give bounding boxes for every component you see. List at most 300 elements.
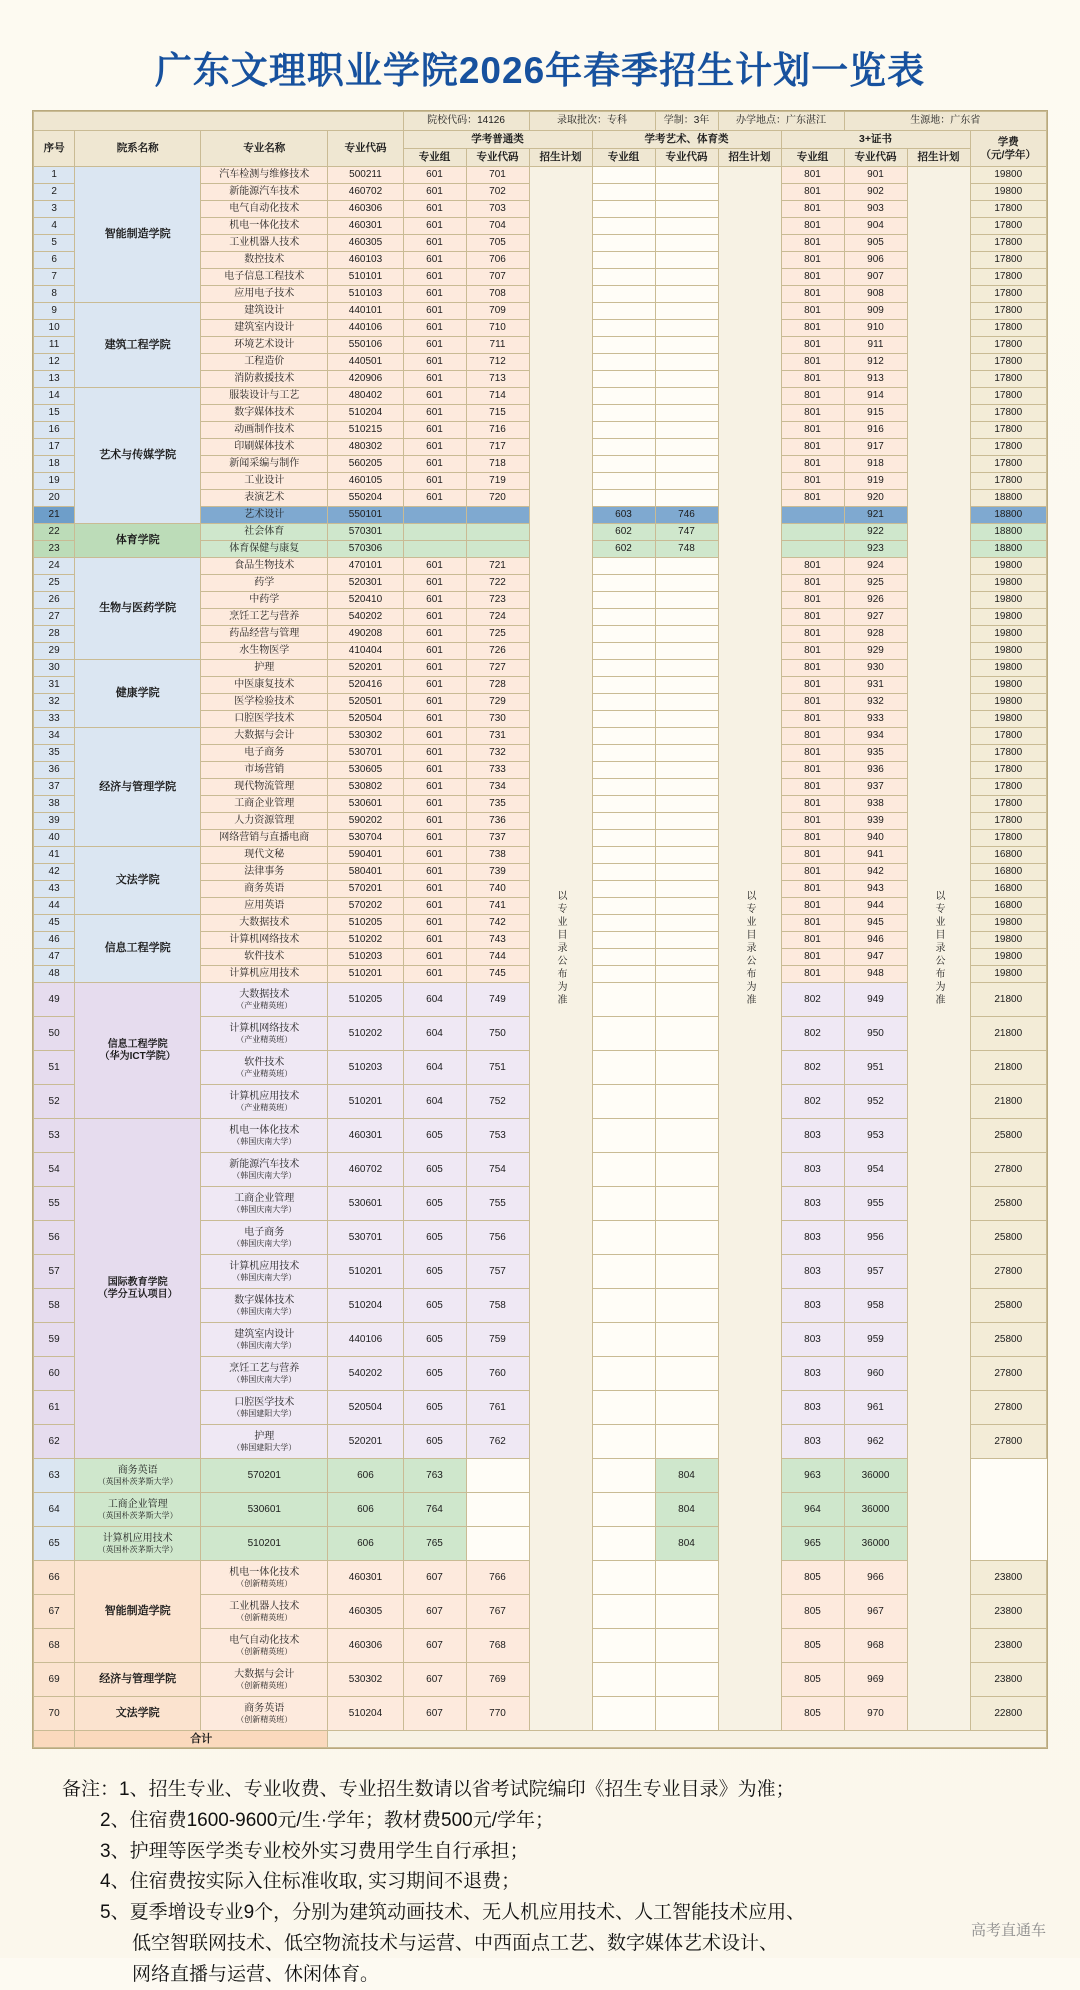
- row-general-group: 606: [328, 1527, 403, 1561]
- row-general-code: 767: [466, 1595, 529, 1629]
- row-artpe-code: [655, 405, 718, 422]
- row-cert-group: 803: [781, 1357, 844, 1391]
- row-artpe-group: [592, 473, 655, 490]
- row-major: 烹饪工艺与营养 （韩国庆南大学）: [201, 1357, 328, 1391]
- row-cert-code: 943: [844, 881, 907, 898]
- row-general-group: 604: [403, 1085, 466, 1119]
- row-seq: 61: [34, 1391, 75, 1425]
- row-general-group: 605: [403, 1153, 466, 1187]
- row-seq: 1: [34, 167, 75, 184]
- row-cert-code: 945: [844, 915, 907, 932]
- row-cert-code: 936: [844, 762, 907, 779]
- row-general-group: 601: [403, 558, 466, 575]
- row-cert-code: 918: [844, 456, 907, 473]
- row-major-code: 440501: [328, 354, 403, 371]
- row-seq: 17: [34, 439, 75, 456]
- row-tuition: 17800: [970, 745, 1046, 762]
- header-sub-code-1: 专业代码: [466, 149, 529, 167]
- row-general-code: 763: [403, 1459, 466, 1493]
- row-artpe-group: [592, 592, 655, 609]
- row-seq: 13: [34, 371, 75, 388]
- row-major: 工商企业管理 （英国朴茨茅斯大学）: [75, 1493, 201, 1527]
- row-general-code: 739: [466, 864, 529, 881]
- row-major-code: 460306: [328, 1629, 403, 1663]
- row-seq: 16: [34, 422, 75, 439]
- row-artpe-code: [655, 1697, 718, 1731]
- row-major: 法律事务: [201, 864, 328, 881]
- row-artpe-group: [592, 983, 655, 1017]
- row-major: 新能源汽车技术 （韩国庆南大学）: [201, 1153, 328, 1187]
- row-seq: 29: [34, 643, 75, 660]
- row-seq: 27: [34, 609, 75, 626]
- row-cert-group: 801: [781, 966, 844, 983]
- row-major-code: 460301: [328, 1561, 403, 1595]
- row-major: 电子商务 （韩国庆南大学）: [201, 1221, 328, 1255]
- row-major: 护理 （韩国建阳大学）: [201, 1425, 328, 1459]
- row-artpe-code: [655, 1051, 718, 1085]
- row-artpe-code: [655, 1187, 718, 1221]
- row-artpe-code: [655, 422, 718, 439]
- row-general-code: 722: [466, 575, 529, 592]
- row-major: 艺术设计: [201, 507, 328, 524]
- row-artpe-code: [655, 694, 718, 711]
- row-artpe-code: [655, 813, 718, 830]
- row-major: 大数据与会计: [201, 728, 328, 745]
- row-major: 建筑室内设计: [201, 320, 328, 337]
- row-major-code: 510201: [201, 1527, 328, 1561]
- row-artpe-code: [655, 983, 718, 1017]
- row-general-group: 605: [403, 1323, 466, 1357]
- row-general-code: 704: [466, 218, 529, 235]
- row-seq: 64: [34, 1493, 75, 1527]
- row-artpe-code: [655, 575, 718, 592]
- row-cert-code: 947: [844, 949, 907, 966]
- row-major-code: 440101: [328, 303, 403, 320]
- row-cert-group: 801: [781, 201, 844, 218]
- row-cert-code: 950: [844, 1017, 907, 1051]
- row-cert-code: 953: [844, 1119, 907, 1153]
- row-dept: 经济与管理学院: [75, 728, 201, 847]
- row-general-code: 713: [466, 371, 529, 388]
- row-cert-group: [781, 524, 844, 541]
- row-general-group: 601: [403, 575, 466, 592]
- row-major-code: 510101: [328, 269, 403, 286]
- note-line-1: 备注：1、招生专业、专业收费、专业招生数请以省考试院编印《招生专业目录》为准；: [62, 1779, 795, 1800]
- row-major: 软件技术: [201, 949, 328, 966]
- row-artpe-code: [655, 558, 718, 575]
- row-cert-group: 801: [781, 813, 844, 830]
- row-artpe-group: [592, 728, 655, 745]
- row-artpe-group: [592, 1255, 655, 1289]
- row-cert-group: 805: [781, 1561, 844, 1595]
- row-tuition: 21800: [970, 983, 1046, 1017]
- row-general-group: 606: [328, 1493, 403, 1527]
- row-cert-code: 912: [844, 354, 907, 371]
- row-general-group: 605: [403, 1425, 466, 1459]
- row-cert-group: 802: [781, 1051, 844, 1085]
- row-cert-code: 921: [844, 507, 907, 524]
- row-general-code: 711: [466, 337, 529, 354]
- row-artpe-group: [592, 252, 655, 269]
- row-artpe-group: [592, 388, 655, 405]
- row-cert-code: 916: [844, 422, 907, 439]
- row-cert-group: 801: [781, 728, 844, 745]
- row-seq: 51: [34, 1051, 75, 1085]
- row-artpe-group: [592, 337, 655, 354]
- row-general-code: 769: [466, 1663, 529, 1697]
- row-major-code: 500211: [328, 167, 403, 184]
- row-general-group: 601: [403, 864, 466, 881]
- row-tuition: 16800: [970, 864, 1046, 881]
- row-major-code: 440106: [328, 320, 403, 337]
- row-seq: 68: [34, 1629, 75, 1663]
- row-major: 现代物流管理: [201, 779, 328, 796]
- row-artpe-group: [466, 1459, 529, 1493]
- row-major: 口腔医学技术: [201, 711, 328, 728]
- row-general-code: 732: [466, 745, 529, 762]
- row-seq: 52: [34, 1085, 75, 1119]
- row-artpe-code: [655, 286, 718, 303]
- header-sub-plan-1: 招生计划: [529, 149, 592, 167]
- row-tuition: 19800: [970, 677, 1046, 694]
- table-row: [34, 167, 1047, 184]
- row-seq: 41: [34, 847, 75, 864]
- row-artpe-code: [655, 371, 718, 388]
- header-sub-code-3: 专业代码: [844, 149, 907, 167]
- row-artpe-code: [655, 1323, 718, 1357]
- row-artpe-code: [655, 303, 718, 320]
- note-line-4: 4、住宿费按实际入住标准收取, 实习期间不退费；: [100, 1871, 521, 1893]
- total-label: 合计: [75, 1731, 328, 1748]
- row-cert-code: 927: [844, 609, 907, 626]
- row-cert-group: 801: [781, 660, 844, 677]
- row-artpe-group: [592, 966, 655, 983]
- row-major: 市场营销: [201, 762, 328, 779]
- row-artpe-group: [592, 490, 655, 507]
- row-tuition: 17800: [970, 354, 1046, 371]
- row-tuition: 19800: [970, 915, 1046, 932]
- row-artpe-code: [655, 881, 718, 898]
- row-general-group: 601: [403, 456, 466, 473]
- row-major-code: 470101: [328, 558, 403, 575]
- table-meta-row: [34, 112, 1047, 131]
- row-seq: 60: [34, 1357, 75, 1391]
- header-seq: 序号: [34, 131, 75, 167]
- row-artpe-group: [592, 1595, 655, 1629]
- row-cert-group: 801: [781, 269, 844, 286]
- row-major-code: 460306: [328, 201, 403, 218]
- row-tuition: 17800: [970, 456, 1046, 473]
- row-major: 数控技术: [201, 252, 328, 269]
- row-major-code: 550204: [328, 490, 403, 507]
- row-major-code: 460301: [328, 1119, 403, 1153]
- row-seq: 33: [34, 711, 75, 728]
- row-tuition: 22800: [970, 1697, 1046, 1731]
- header-sub-plan-3: 招生计划: [907, 149, 970, 167]
- row-cert-code: 914: [844, 388, 907, 405]
- row-major-code: 530802: [328, 779, 403, 796]
- row-seq: 20: [34, 490, 75, 507]
- header-group-art-pe: 学考艺术、体育类: [592, 131, 781, 149]
- row-major: 建筑设计: [201, 303, 328, 320]
- row-cert-code: 908: [844, 286, 907, 303]
- row-seq: 12: [34, 354, 75, 371]
- row-general-group: 601: [403, 405, 466, 422]
- row-cert-group: 801: [781, 745, 844, 762]
- row-tuition: 27800: [970, 1391, 1046, 1425]
- row-general-group: 601: [403, 932, 466, 949]
- row-general-group: 607: [403, 1595, 466, 1629]
- row-general-group: 601: [403, 286, 466, 303]
- row-cert-group: 801: [781, 439, 844, 456]
- row-major-code: 540202: [328, 1357, 403, 1391]
- row-major-code: 530605: [328, 762, 403, 779]
- row-major-code: 490208: [328, 626, 403, 643]
- note-line-5: 5、夏季增设专业9个，分别为建筑动画技术、无人机应用技术、人工智能技术应用、: [100, 1902, 806, 1924]
- note-line-2: 2、住宿费1600-9600元/生·学年；教材费500元/学年；: [100, 1809, 555, 1831]
- header-group-general: 学考普通类: [403, 131, 592, 149]
- row-tuition: 19800: [970, 932, 1046, 949]
- row-seq: 32: [34, 694, 75, 711]
- row-cert-code: 931: [844, 677, 907, 694]
- row-artpe-group: [592, 201, 655, 218]
- row-general-group: 601: [403, 966, 466, 983]
- row-artpe-group: [592, 949, 655, 966]
- row-major: 数字媒体技术: [201, 405, 328, 422]
- row-cert-code: 922: [844, 524, 907, 541]
- row-major-code: 520501: [328, 694, 403, 711]
- row-artpe-code: [655, 949, 718, 966]
- row-cert-code: 925: [844, 575, 907, 592]
- row-tuition: 21800: [970, 1085, 1046, 1119]
- row-tuition: 17800: [970, 762, 1046, 779]
- row-major: 计算机应用技术: [201, 966, 328, 983]
- row-tuition: 25800: [970, 1289, 1046, 1323]
- row-artpe-group: [592, 660, 655, 677]
- row-general-group: 601: [403, 320, 466, 337]
- row-cert-group: 805: [781, 1629, 844, 1663]
- row-artpe-code: [655, 473, 718, 490]
- row-artpe-group: [592, 1085, 655, 1119]
- row-general-group: 601: [403, 915, 466, 932]
- row-major: 人力资源管理: [201, 813, 328, 830]
- row-artpe-group: [592, 1017, 655, 1051]
- row-seq: 21: [34, 507, 75, 524]
- row-artpe-code: [655, 456, 718, 473]
- admission-plan-table: [33, 111, 1047, 1748]
- row-cert-group: 801: [781, 252, 844, 269]
- row-dept: 文法学院: [75, 847, 201, 915]
- row-cert-group: 801: [781, 762, 844, 779]
- row-general-group: 607: [403, 1561, 466, 1595]
- row-seq: 15: [34, 405, 75, 422]
- row-cert-group: 804: [655, 1459, 718, 1493]
- note-line-6: 低空智联网技术、低空物流技术与运营、中西面点工艺、数字媒体艺术设计、: [132, 1932, 779, 1954]
- row-artpe-code: [655, 864, 718, 881]
- row-general-code: 727: [466, 660, 529, 677]
- row-artpe-code: 747: [655, 524, 718, 541]
- row-tuition: 19800: [970, 711, 1046, 728]
- row-cert-group: 801: [781, 405, 844, 422]
- row-seq: 2: [34, 184, 75, 201]
- row-major-code: 560205: [328, 456, 403, 473]
- row-artpe-code: [655, 966, 718, 983]
- row-seq: 3: [34, 201, 75, 218]
- row-cert-code: 952: [844, 1085, 907, 1119]
- meta-batch: 录取批次：专科: [529, 112, 655, 131]
- row-general-group: 601: [403, 830, 466, 847]
- row-seq: 43: [34, 881, 75, 898]
- row-tuition: 17800: [970, 388, 1046, 405]
- row-artpe-group: [592, 626, 655, 643]
- row-tuition: 17800: [970, 473, 1046, 490]
- row-cert-group: 801: [781, 864, 844, 881]
- row-general-code: 768: [466, 1629, 529, 1663]
- row-major: 应用英语: [201, 898, 328, 915]
- row-general-code: 757: [466, 1255, 529, 1289]
- row-artpe-group: [592, 1561, 655, 1595]
- row-seq: 49: [34, 983, 75, 1017]
- row-tuition: 19800: [970, 626, 1046, 643]
- row-tuition: 17800: [970, 269, 1046, 286]
- row-major: 汽车检测与维修技术: [201, 167, 328, 184]
- row-cert-group: 803: [781, 1153, 844, 1187]
- row-artpe-group: [592, 915, 655, 932]
- row-major: 新闻采编与制作: [201, 456, 328, 473]
- row-major-code: 460301: [328, 218, 403, 235]
- row-general-group: 601: [403, 218, 466, 235]
- row-cert-code: 902: [844, 184, 907, 201]
- row-artpe-code: [655, 354, 718, 371]
- row-tuition: 27800: [970, 1425, 1046, 1459]
- row-cert-group: 805: [781, 1663, 844, 1697]
- row-major: 工商企业管理 （韩国庆南大学）: [201, 1187, 328, 1221]
- row-tuition: 16800: [970, 881, 1046, 898]
- row-artpe-group: [592, 575, 655, 592]
- row-cert-code: 935: [844, 745, 907, 762]
- header-sub-code-2: 专业代码: [655, 149, 718, 167]
- row-cert-code: 928: [844, 626, 907, 643]
- row-cert-code: 959: [844, 1323, 907, 1357]
- row-major: 工业机器人技术: [201, 235, 328, 252]
- row-general-group: 601: [403, 847, 466, 864]
- row-general-group: 601: [403, 592, 466, 609]
- row-general-code: 737: [466, 830, 529, 847]
- row-major-code: 510215: [328, 422, 403, 439]
- row-tuition: 25800: [970, 1187, 1046, 1221]
- row-cert-group: 801: [781, 711, 844, 728]
- row-artpe-group: [592, 1051, 655, 1085]
- total-values: [328, 1731, 1047, 1748]
- row-major: 数字媒体技术 （韩国庆南大学）: [201, 1289, 328, 1323]
- row-cert-code: 933: [844, 711, 907, 728]
- row-general-code: 741: [466, 898, 529, 915]
- row-artpe-group: 602: [592, 524, 655, 541]
- row-general-group: 601: [403, 949, 466, 966]
- row-seq: 65: [34, 1527, 75, 1561]
- row-cert-code: 920: [844, 490, 907, 507]
- row-tuition: 18800: [970, 541, 1046, 558]
- row-artpe-code: 748: [655, 541, 718, 558]
- row-artpe-group: [592, 677, 655, 694]
- row-seq: 36: [34, 762, 75, 779]
- row-cert-code: 956: [844, 1221, 907, 1255]
- meta-school-code: 院校代码：14126: [403, 112, 529, 131]
- row-general-group: [403, 541, 466, 558]
- row-artpe-group: [592, 830, 655, 847]
- row-cert-code: 946: [844, 932, 907, 949]
- row-artpe-group: [592, 354, 655, 371]
- row-major: 计算机应用技术 （英国朴茨茅斯大学）: [75, 1527, 201, 1561]
- row-tuition: 16800: [970, 847, 1046, 864]
- row-general-group: 601: [403, 898, 466, 915]
- row-major: 电气自动化技术: [201, 201, 328, 218]
- row-tuition: 23800: [970, 1663, 1046, 1697]
- row-tuition: 17800: [970, 796, 1046, 813]
- row-general-group: 601: [403, 711, 466, 728]
- row-major: 药学: [201, 575, 328, 592]
- row-cert-code: 905: [844, 235, 907, 252]
- row-general-group: [403, 524, 466, 541]
- row-major: 社会体育: [201, 524, 328, 541]
- row-cert-group: 801: [781, 932, 844, 949]
- row-major: 口腔医学技术 （韩国建阳大学）: [201, 1391, 328, 1425]
- row-tuition: 17800: [970, 439, 1046, 456]
- row-cert-group: 801: [781, 422, 844, 439]
- row-seq: 70: [34, 1697, 75, 1731]
- row-artpe-code: [655, 609, 718, 626]
- row-dept: 健康学院: [75, 660, 201, 728]
- row-general-group: 601: [403, 422, 466, 439]
- row-general-code: 770: [466, 1697, 529, 1731]
- row-artpe-code: [655, 490, 718, 507]
- row-seq: 9: [34, 303, 75, 320]
- row-cert-code: 937: [844, 779, 907, 796]
- row-seq: 54: [34, 1153, 75, 1187]
- header-tuition: 学费 （元/学年）: [970, 131, 1046, 167]
- row-artpe-code: [592, 1459, 655, 1493]
- watermark: 高考直通车: [970, 1922, 1046, 1939]
- row-cert-code: 964: [781, 1493, 844, 1527]
- row-tuition: 27800: [970, 1357, 1046, 1391]
- row-seq: 23: [34, 541, 75, 558]
- row-general-code: 761: [466, 1391, 529, 1425]
- row-major: 计算机应用技术 （产业精英班）: [201, 1085, 328, 1119]
- row-general-group: 601: [403, 609, 466, 626]
- row-general-code: 706: [466, 252, 529, 269]
- row-general-group: 601: [403, 371, 466, 388]
- row-artpe-code: [655, 388, 718, 405]
- row-seq: 46: [34, 932, 75, 949]
- row-major-code: 520410: [328, 592, 403, 609]
- row-major: 食品生物技术: [201, 558, 328, 575]
- row-major-code: 530302: [328, 728, 403, 745]
- row-artpe-plan: 以专业目录公布为准: [718, 167, 781, 1731]
- row-cert-group: 801: [781, 218, 844, 235]
- header-sub-group-2: 专业组: [592, 149, 655, 167]
- row-cert-code: 965: [781, 1527, 844, 1561]
- row-seq: 4: [34, 218, 75, 235]
- row-cert-group: 801: [781, 881, 844, 898]
- row-major: 消防救援技术: [201, 371, 328, 388]
- row-cert-code: 915: [844, 405, 907, 422]
- row-major-code: 460103: [328, 252, 403, 269]
- row-major-code: 590401: [328, 847, 403, 864]
- row-artpe-code: [655, 643, 718, 660]
- row-artpe-code: [655, 167, 718, 184]
- row-major: 工业机器人技术 （创新精英班）: [201, 1595, 328, 1629]
- row-artpe-group: [592, 1119, 655, 1153]
